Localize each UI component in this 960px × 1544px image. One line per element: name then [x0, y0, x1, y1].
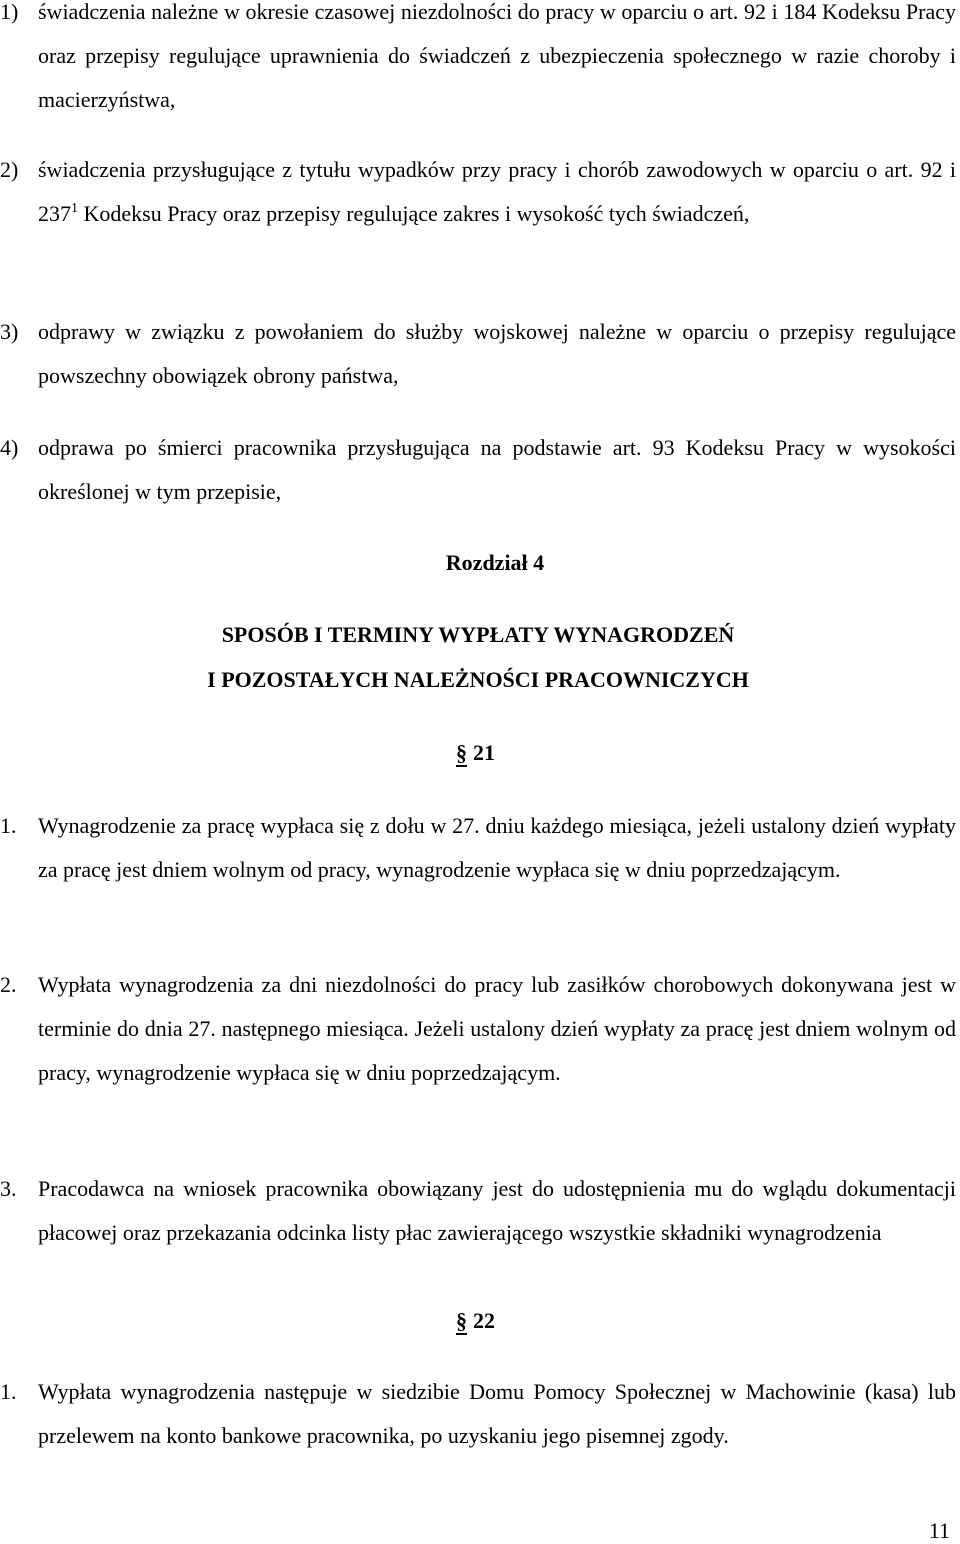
- list-item-text-part: Kodeksu Pracy oraz przepisy regulujące zakres i wysokość tych świadczeń,: [78, 201, 750, 226]
- list-item-text: [38, 148, 956, 236]
- page-number: 11: [928, 1518, 950, 1543]
- paragraph-text: Wypłata wynagrodzenia następuje w siedzibie Domu Pomocy Społecznej w Machowinie (kasa) lub przelewem na konto bankowe pracownika, po uzyskaniu jego pisemnej zgody.: [38, 1379, 956, 1448]
- chapter-label: Rozdział 4: [445, 550, 545, 575]
- paragraph-number: 1.: [0, 813, 17, 838]
- chapter-title-line-2: I POZOSTAŁYCH NALEŻNOŚCI PRACOWNICZYCH: [207, 667, 749, 692]
- superscript: 1: [71, 201, 78, 216]
- list-item-2: [0, 148, 956, 236]
- list-item-text: odprawy w związku z powołaniem do służby wojskowej należne w oparciu o przepisy regulujące powszechny obowiązek obrony państwa,: [38, 319, 956, 388]
- paragraph-text: Wypłata wynagrodzenia za dni niezdolności do pracy lub zasiłków chorobowych dokonywana jest w terminie do dnia 27. następnego miesiąca. Jeżeli ustalony dzień wypłaty za pracę jest dniem wolnym od pracy, wynagrodzenie wypłaca się w dniu poprzedzającym.: [38, 972, 956, 1085]
- section-21-paragraph-1: [0, 804, 956, 892]
- paragraph-text: Wynagrodzenie za pracę wypłaca się z dołu w 27. dniu każdego miesiąca, jeżeli ustalony dzień wypłaty za pracę jest dniem wolnym od pracy, wynagrodzenie wypłaca się w dniu poprzedzającym.: [38, 813, 956, 882]
- paragraph-number: 1.: [0, 1379, 17, 1404]
- section-number: 21: [473, 740, 495, 765]
- chapter-title-line-1: SPOSÓB I TERMINY WYPŁATY WYNAGRODZEŃ: [221, 622, 735, 647]
- paragraph-text: Pracodawca na wniosek pracownika obowiązany jest do udostępnienia mu do wglądu dokumentacji płacowej oraz przekazania odcinka listy płac zawierającego wszystkie składniki wynagrodzenia: [38, 1176, 956, 1245]
- section-number: 22: [473, 1308, 495, 1333]
- section-21-heading: [456, 740, 495, 767]
- list-item-text: odprawa po śmierci pracownika przysługująca na podstawie art. 93 Kodeksu Pracy w wysokości określonej w tym przepisie,: [38, 435, 956, 504]
- list-item-4: [0, 426, 956, 514]
- list-item-number: 4): [0, 435, 19, 460]
- section-21-paragraph-3: [0, 1167, 956, 1255]
- list-item-text-part: świadczenia przysługujące z tytułu wypadków przy pracy i chorób zawodowych w oparciu o art. 92 i 237: [38, 157, 956, 226]
- section-22-paragraph-1: [0, 1370, 956, 1458]
- paragraph-number: 3.: [0, 1176, 17, 1201]
- list-item-number: 1): [0, 0, 19, 24]
- list-item-1: [0, 0, 956, 122]
- list-item-text: świadczenia należne w okresie czasowej niezdolności do pracy w oparciu o art. 92 i 184 Kodeksu Pracy oraz przepisy regulujące uprawnienia do świadczeń z ubezpieczenia społecznego w razie choroby i macierzyństwa,: [38, 0, 956, 112]
- list-item-3: [0, 310, 956, 398]
- list-item-number: 3): [0, 319, 19, 344]
- list-item-number: 2): [0, 157, 19, 182]
- paragraph-number: 2.: [0, 972, 17, 997]
- section-sign: §: [456, 740, 467, 765]
- section-22-heading: [456, 1308, 495, 1335]
- section-21-paragraph-2: [0, 963, 956, 1095]
- section-sign: §: [456, 1308, 467, 1333]
